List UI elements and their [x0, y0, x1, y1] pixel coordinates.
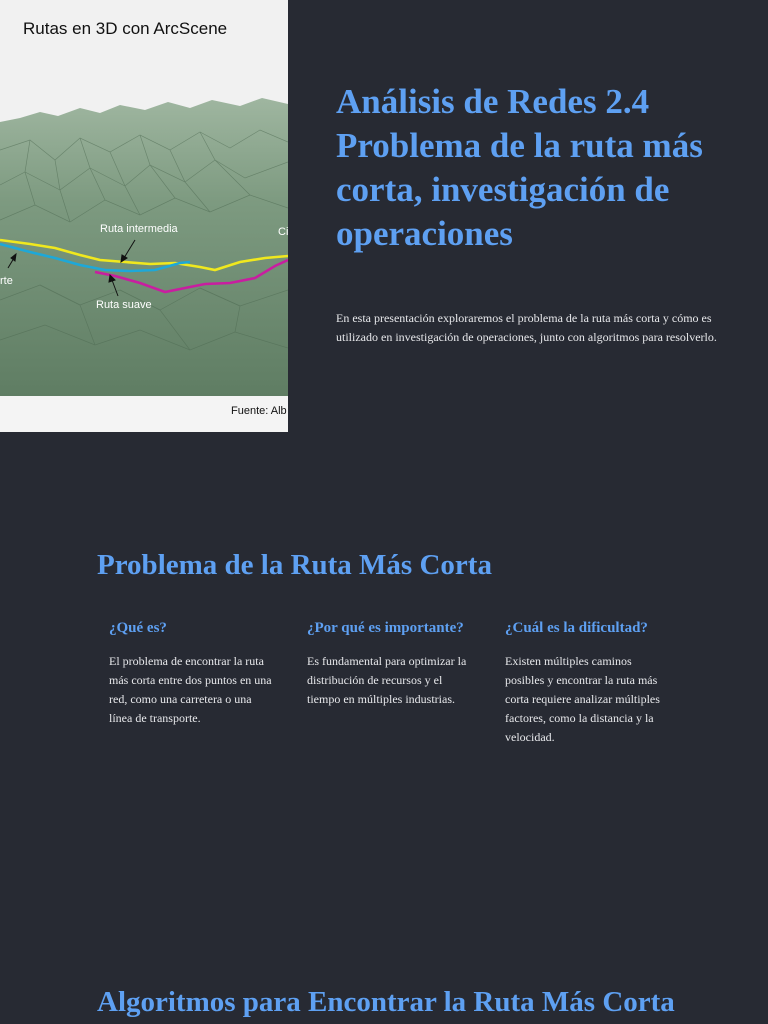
card-body: Existen múltiples caminos posibles y encontrar la ruta más corta requiere analizar múltiples factores, como la distancia y la velocidad. — [505, 654, 660, 744]
page-title — [336, 80, 736, 256]
title-line-3: corta, investigación de — [336, 170, 670, 209]
image-source: Fuente: Alb — [231, 405, 287, 417]
card-difficulty — [505, 620, 670, 747]
label-short-route: rte — [0, 275, 13, 287]
terrain-illustration — [0, 0, 288, 432]
title-line-2: Problema de la ruta más — [336, 126, 703, 165]
section-title-algorithms: Algoritmos para Encontrar la Ruta Más Corta — [97, 986, 675, 1018]
card-what-is — [109, 620, 274, 728]
card-body: Es fundamental para optimizar la distribución de recursos y el tiempo en múltiples industrias. — [307, 654, 467, 706]
terrain-route-image — [0, 0, 288, 432]
card-heading: ¿Cuál es la dificultad? — [505, 620, 648, 636]
title-line-1: Análisis de Redes 2.4 — [336, 82, 650, 121]
label-smooth-route: Ruta suave — [96, 299, 152, 311]
card-heading: ¿Por qué es importante? — [307, 620, 464, 636]
label-right-cut: Ci — [278, 226, 288, 238]
title-line-4: operaciones — [336, 214, 513, 253]
label-intermediate-route: Ruta intermedia — [100, 223, 178, 235]
card-body: El problema de encontrar la ruta más corta entre dos puntos en una red, como una carretera o una línea de transporte. — [109, 654, 272, 725]
intro-paragraph: En esta presentación exploraremos el problema de la ruta más corta y cómo es utilizado en investigación de operaciones, junto con algoritmos para resolverlo. — [336, 311, 717, 344]
image-title: Rutas en 3D con ArcScene — [23, 19, 228, 38]
card-heading: ¿Qué es? — [109, 620, 167, 636]
section-title-problem: Problema de la Ruta Más Corta — [97, 549, 492, 581]
card-why-important — [307, 620, 467, 709]
